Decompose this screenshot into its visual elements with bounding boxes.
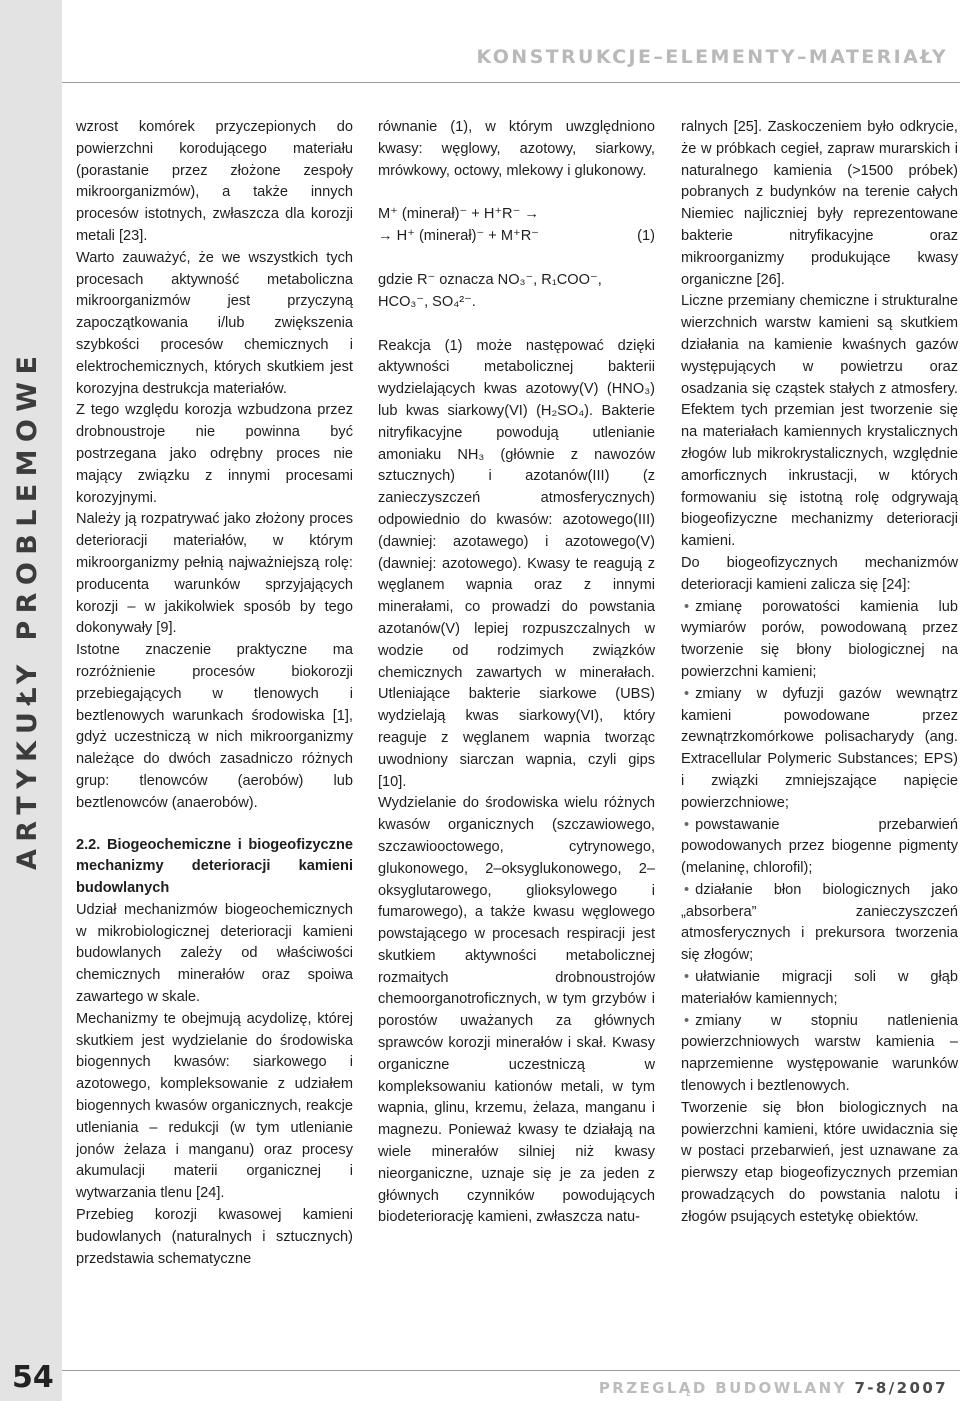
paragraph: równanie (1), w którym uwzględniono kwasy: węglowy, azotowy, siarkowy, mrówkowy, octowy, mlekowy i glukonowy. [378,119,655,179]
paragraph: Tworzenie się błon biologicznych na powierzchni kamieni, które uwidacznia się w postaci przebarwień, jest uznawane za pierwszy etap biogeofizycznych przemian prowadzących do powstania nalotu i złogów psujących estetykę obiektów. [681,1099,958,1225]
paragraph: Warto zauważyć, że we wszystkich tych procesach aktywność metaboliczna mikroorganizmów jest przyczyną zapoczątkowania i/lub zwiększenia szybkości procesów chemicznych i elektrochemicznych, których skutkiem jest korozyjna destrukcja materiałów. [76,249,353,397]
bullet-item: • powstawanie przebarwień powodowanych przez biogenne pigmenty (melaninę, chlorofil); [681,815,958,880]
equation-number: (1) [637,228,655,245]
footer-divider [62,1370,960,1371]
issue-number: 7-8/2007 [854,1379,948,1397]
paragraph: Mechanizmy te obejmują acydolizę, której skutkiem jest wydzielanie do środowiska biogennych kwasów: siarkowego i azotowego, kompleksowanie z udziałem biogennych kwasów organicznych, reakcje utleniania – redukcji (w tym utlenianie jonów żelaza i manganu) oraz procesy akumulacji materii organicznej i wytwarzania tlenu [24]. [76,1010,353,1202]
paragraph: Reakcja (1) może następować dzięki aktywności metabolicznej bakterii wydzielających kwas azotowy(V) (HNO₃) lub kwas siarkowy(VI) (H₂SO₄). Bakterie nitryfikacyjne powodują utlenianie amoniaku NH₃ (głównie z nawozów sztucznych) i azotanów(III) (z zanieczyszczeń atmosferycznych) odpowiednio do kwasów: azotowego(III) (dawniej: azotawego) i azotowego(V) (dawniej: azotowego). Kwasy te reagują z węglanem wapnia oraz z innymi minerałami, co prowadzi do powstania azotanów(V) lepiej rozpuszczalnych w wodzie od rodzimych związków chemicznych zawartych w minerałach. Utleniające bakterie siarkowe (UBS) wydzielają kwas siarkowy(VI), który reaguje z węglanem wapnia tworząc uwodniony siarczan wapnia, czyli gips [10]. [378,337,655,790]
paragraph: Udział mechanizmów biogeochemicznych w mikrobiologicznej deterioracji kamieni budowlanych zależy od właściwości chemicznych minerałów oraz spoiwa zawartego w skale. [76,901,353,1006]
category-label: ARTYKUŁY PROBLEMOWE [12,348,43,870]
text-column-3 [681,117,958,1357]
paragraph: Do biogeofizycznych mechanizmów deterioracji kamieni zalicza się [24]: [681,554,958,593]
equation-line: → H⁺ (minerał)⁻ + M⁺R⁻ [378,228,539,245]
paragraph: Istotne znaczenie praktyczne ma rozróżnienie procesów biokorozji przebiegających w tlenowych i beztlenowych warunkach środowiska [1], gdyż uczestniczą w nich mikroorganizmy należące do dwóch zasadniczo różnych grup: tlenowców (aerobów) lub beztlenowców (anaerobów). [76,642,353,811]
paragraph: Wydzielanie do środowiska wielu różnych kwasów organicznych (szczawiowego, szczawiooctowego, cytrynowego, glukonowego, 2–oksyglukonowego, 2–oksyglutarowego, glioksylowego i fumarowego), a także kwasu węglowego powstającego w procesach respiracji jest skutkiem aktywności metabolicznej rozmaitych drobnoustrojów chemoorganotroficznych, w tym grzybów i porostów uważanych za głównych sprawców korozji minerałów i skał. Kwasy organiczne uczestniczą w kompleksowaniu kationów metali, w tym wapnia, glinu, krzemu, żelaza, manganu i magnezu. Ponieważ kwasy te działają na wiele minerałów silniej niż kwasy nieorganiczne, uznaje się je za jeden z głównych czynników powodujących biodeteriorację kamieni, zwłaszcza natu- [378,795,655,1226]
bullet-item: • zmiany w stopniu natlenienia powierzchniowych warstw kamienia – naprzemienne występowanie warunków tlenowych i beztlenowych. [681,1011,958,1098]
paragraph: Przebieg korozji kwasowej kamieni budowlanych (naturalnych i sztucznych) przedstawia schematyczne [76,1207,353,1267]
text-column-2 [378,117,655,1357]
page-number: 54 [12,1360,54,1395]
paragraph: Należy ją rozpatrywać jako złożony proces deterioracji materiałów, w którym mikroorganizmy pełnią najważniejszą rolę: producenta warunków sprzyjających korozji – w jakikolwiek sposób by tego dokonywały [9]. [76,511,353,637]
bullet-item: • zmiany w dyfuzji gazów wewnątrz kamieni powodowane przez zewnątrzkomórkowe polisacharydy (ang. Extracellular Polymeric Substances; EPS) i związki zmniejszające napięcie powierzchniowe; [681,684,958,815]
paragraph: wzrost komórek przyczepionych do powierzchni korodującego materiału (porastanie przez złożone zespoły mikroorganizmów), a także innych procesów istotnych, zwłaszcza dla korozji metali [23]. [76,119,353,244]
header-divider [62,82,960,83]
equation-legend: gdzie R⁻ oznacza NO₃⁻, R₁COO⁻, [378,271,602,288]
paragraph: Liczne przemiany chemiczne i strukturalne wierzchnich warstw kamieni są skutkiem działania na kamienie kwaśnych gazów występujących w powietrzu oraz osadzania się cząstek stałych z atmosfery. Efektem tych przemian jest tworzenie się na materiałach kamiennych krystalicznych złogów lub mikrokrystalicznych, względnie amorficznych inkrustacji, w których formowaniu się istotną rolę odgrywają biogeofizyczne mechanizmy deterioracji kamieni. [681,293,958,550]
bullet-item: • działanie błon biologicznych jako „absorbera” zanieczyszczeń atmosferycznych i prekursora tworzenia się złogów; [681,880,958,967]
bullet-item: • ułatwianie migracji soli w głąb materiałów kamiennych; [681,967,958,1011]
journal-name: PRZEGLĄD BUDOWLANY [598,1379,847,1397]
bullet-item: • zmianę porowatości kamienia lub wymiarów porów, powodowaną przez tworzenie się błony biologicznej na powierzchni kamieni; [681,597,958,684]
section-heading: 2.2. Biogeochemiczne i biogeofizyczne mechanizmy deterioracji kamieni budowlanych [76,836,353,897]
paragraph: ralnych [25]. Zaskoczeniem było odkrycie, że w próbkach cegieł, zapraw murarskich i naturalnego kamienia (>1500 próbek) pobranych z budynków na terenie całych Niemiec najliczniej były reprezentowane bakterie nitryfikacyjne oraz mikroorganizmy produkujące kwasy organiczne [26]. [681,119,958,288]
text-column-1 [76,117,353,1357]
paragraph: Z tego względu korozja wzbudzona przez drobnoustroje nie powinna być postrzegana jako odrębny proces nie mający związku z innymi procesami korozyjnymi. [76,402,353,506]
equation-line: M⁺ (minerał)⁻ + H⁺R⁻ → [378,206,539,223]
section-header: KONSTRUKCJE–ELEMENTY–MATERIAŁY [476,46,948,68]
equation-row [378,226,655,248]
equation-legend: HCO₃⁻, SO₄²⁻. [378,293,476,310]
footer [599,1379,948,1397]
